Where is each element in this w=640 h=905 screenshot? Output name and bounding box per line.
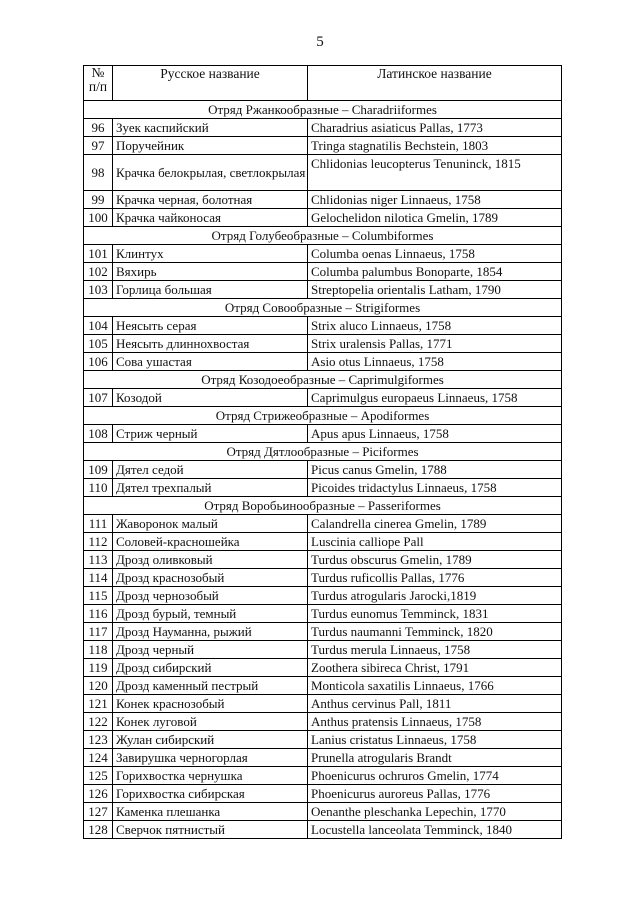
row-number: 127	[84, 803, 113, 821]
russian-name: Дрозд каменный пестрый	[113, 677, 308, 695]
russian-name: Горлица большая	[113, 281, 308, 299]
row-number: 110	[84, 479, 113, 497]
table-row	[84, 695, 562, 713]
table-row	[84, 731, 562, 749]
row-number: 101	[84, 245, 113, 263]
latin-name: Anthus cervinus Pall, 1811	[308, 695, 562, 713]
order-group-title: Отряд Дятлообразные – Piciformes	[84, 443, 562, 461]
table-row	[84, 317, 562, 335]
table-body	[84, 101, 562, 839]
latin-name: Monticola saxatilis Linnaeus, 1766	[308, 677, 562, 695]
row-number: 123	[84, 731, 113, 749]
row-number: 114	[84, 569, 113, 587]
number-header-line2: п/п	[88, 79, 108, 94]
latin-name: Turdus obscurus Gmelin, 1789	[308, 551, 562, 569]
number-header-line1: №	[91, 65, 105, 80]
row-number: 99	[84, 191, 113, 209]
russian-name: Клинтух	[113, 245, 308, 263]
russian-name: Дрозд бурый, темный	[113, 605, 308, 623]
table-row	[84, 623, 562, 641]
number-column-header	[84, 66, 113, 101]
russian-name: Дрозд оливковый	[113, 551, 308, 569]
table-row	[84, 263, 562, 281]
order-group-title: Отряд Козодоеобразные – Caprimulgiformes	[84, 371, 562, 389]
row-number: 113	[84, 551, 113, 569]
latin-name: Columba oenas Linnaeus, 1758	[308, 245, 562, 263]
latin-name: Picoides tridactylus Linnaeus, 1758	[308, 479, 562, 497]
row-number: 102	[84, 263, 113, 281]
table-row	[84, 533, 562, 551]
russian-name: Сова ушастая	[113, 353, 308, 371]
table-row	[84, 821, 562, 839]
latin-name: Charadrius asiaticus Pallas, 1773	[308, 119, 562, 137]
order-group-row	[84, 497, 562, 515]
table-row	[84, 119, 562, 137]
latin-name: Streptopelia orientalis Latham, 1790	[308, 281, 562, 299]
row-number: 119	[84, 659, 113, 677]
russian-name: Поручейник	[113, 137, 308, 155]
table-row	[84, 641, 562, 659]
row-number: 120	[84, 677, 113, 695]
russian-name: Дрозд черный	[113, 641, 308, 659]
latin-name: Oenanthe pleschanka Lepechin, 1770	[308, 803, 562, 821]
latin-name: Turdus atrogularis Jarocki,1819	[308, 587, 562, 605]
latin-name: Caprimulgus europaeus Linnaeus, 1758	[308, 389, 562, 407]
latin-name: Prunella atrogularis Brandt	[308, 749, 562, 767]
table-row	[84, 461, 562, 479]
table-row	[84, 515, 562, 533]
latin-name-column-header: Латинское название	[308, 66, 562, 101]
russian-name: Жаворонок малый	[113, 515, 308, 533]
order-group-row	[84, 101, 562, 119]
latin-name: Tringa stagnatilis Bechstein, 1803	[308, 137, 562, 155]
latin-name: Chlidonias niger Linnaeus, 1758	[308, 191, 562, 209]
russian-name: Соловей-красношейка	[113, 533, 308, 551]
order-group-row	[84, 407, 562, 425]
latin-name: Locustella lanceolata Temminck, 1840	[308, 821, 562, 839]
russian-name: Крачка чайконосая	[113, 209, 308, 227]
order-group-title: Отряд Воробьинообразные – Passeriformes	[84, 497, 562, 515]
row-number: 121	[84, 695, 113, 713]
row-number: 125	[84, 767, 113, 785]
species-table	[83, 65, 562, 839]
row-number: 115	[84, 587, 113, 605]
row-number: 107	[84, 389, 113, 407]
row-number: 104	[84, 317, 113, 335]
russian-name: Вяхирь	[113, 263, 308, 281]
russian-name: Завирушка черногорлая	[113, 749, 308, 767]
row-number: 100	[84, 209, 113, 227]
russian-name: Дрозд сибирский	[113, 659, 308, 677]
russian-name: Козодой	[113, 389, 308, 407]
latin-name: Apus apus Linnaeus, 1758	[308, 425, 562, 443]
latin-name: Gelochelidon nilotica Gmelin, 1789	[308, 209, 562, 227]
russian-name: Жулан сибирский	[113, 731, 308, 749]
latin-name: Chlidonias leucopterus Tenuninck, 1815	[308, 155, 562, 191]
row-number: 103	[84, 281, 113, 299]
russian-name: Крачка белокрылая, светлокрылая	[113, 155, 308, 191]
row-number: 109	[84, 461, 113, 479]
row-number: 126	[84, 785, 113, 803]
row-number: 124	[84, 749, 113, 767]
latin-name: Strix aluco Linnaeus, 1758	[308, 317, 562, 335]
russian-name: Крачка черная, болотная	[113, 191, 308, 209]
row-number: 106	[84, 353, 113, 371]
page-number: 5	[316, 34, 324, 50]
table-row	[84, 767, 562, 785]
table-row	[84, 353, 562, 371]
table-row	[84, 785, 562, 803]
row-number: 96	[84, 119, 113, 137]
row-number: 98	[84, 155, 113, 191]
order-group-title: Отряд Голубеобразные – Columbiformes	[84, 227, 562, 245]
latin-name: Phoenicurus auroreus Pallas, 1776	[308, 785, 562, 803]
russian-name: Стриж черный	[113, 425, 308, 443]
row-number: 128	[84, 821, 113, 839]
order-group-row	[84, 443, 562, 461]
table-row	[84, 587, 562, 605]
row-number: 105	[84, 335, 113, 353]
russian-name: Дрозд Науманна, рыжий	[113, 623, 308, 641]
table-row	[84, 281, 562, 299]
row-number: 108	[84, 425, 113, 443]
row-number: 112	[84, 533, 113, 551]
russian-name: Дрозд краснозобый	[113, 569, 308, 587]
table-row	[84, 749, 562, 767]
russian-name: Дрозд чернозобый	[113, 587, 308, 605]
table-row	[84, 209, 562, 227]
latin-name: Zoothera sibireca Christ, 1791	[308, 659, 562, 677]
order-group-title: Отряд Совообразные – Strigiformes	[84, 299, 562, 317]
order-group-row	[84, 371, 562, 389]
russian-name: Горихвостка чернушка	[113, 767, 308, 785]
latin-name: Asio otus Linnaeus, 1758	[308, 353, 562, 371]
table-row	[84, 191, 562, 209]
latin-name: Anthus pratensis Linnaeus, 1758	[308, 713, 562, 731]
table-row	[84, 713, 562, 731]
order-group-title: Отряд Стрижеобразные – Apodiformes	[84, 407, 562, 425]
row-number: 118	[84, 641, 113, 659]
latin-name: Calandrella cinerea Gmelin, 1789	[308, 515, 562, 533]
row-number: 117	[84, 623, 113, 641]
russian-name: Конек луговой	[113, 713, 308, 731]
latin-name: Turdus naumanni Temminck, 1820	[308, 623, 562, 641]
russian-name: Зуек каспийский	[113, 119, 308, 137]
russian-name: Сверчок пятнистый	[113, 821, 308, 839]
row-number: 111	[84, 515, 113, 533]
order-group-row	[84, 227, 562, 245]
order-group-row	[84, 299, 562, 317]
russian-name: Дятел трехпалый	[113, 479, 308, 497]
order-group-title: Отряд Ржанкообразные – Charadriiformes	[84, 101, 562, 119]
russian-name: Каменка плешанка	[113, 803, 308, 821]
table-row	[84, 155, 562, 191]
row-number: 116	[84, 605, 113, 623]
latin-name: Columba palumbus Bonoparte, 1854	[308, 263, 562, 281]
russian-name-column-header: Русское название	[113, 66, 308, 101]
latin-name: Lanius cristatus Linnaeus, 1758	[308, 731, 562, 749]
table-row	[84, 245, 562, 263]
russian-name: Дятел седой	[113, 461, 308, 479]
table-row	[84, 551, 562, 569]
table-row	[84, 677, 562, 695]
russian-name: Горихвостка сибирская	[113, 785, 308, 803]
table-row	[84, 569, 562, 587]
latin-name: Phoenicurus ochruros Gmelin, 1774	[308, 767, 562, 785]
latin-name: Picus canus Gmelin, 1788	[308, 461, 562, 479]
russian-name: Неясыть длиннохвостая	[113, 335, 308, 353]
row-number: 97	[84, 137, 113, 155]
latin-name: Strix uralensis Pallas, 1771	[308, 335, 562, 353]
russian-name: Конек краснозобый	[113, 695, 308, 713]
table-row	[84, 137, 562, 155]
table-header-row	[84, 66, 562, 101]
latin-name: Turdus ruficollis Pallas, 1776	[308, 569, 562, 587]
table-row	[84, 605, 562, 623]
latin-name: Turdus eunomus Temminck, 1831	[308, 605, 562, 623]
table-row	[84, 389, 562, 407]
table-row	[84, 479, 562, 497]
latin-name: Luscinia calliope Pall	[308, 533, 562, 551]
table-row	[84, 803, 562, 821]
table-row	[84, 659, 562, 677]
latin-name: Turdus merula Linnaeus, 1758	[308, 641, 562, 659]
russian-name: Неясыть серая	[113, 317, 308, 335]
table-row	[84, 335, 562, 353]
table-row	[84, 425, 562, 443]
row-number: 122	[84, 713, 113, 731]
